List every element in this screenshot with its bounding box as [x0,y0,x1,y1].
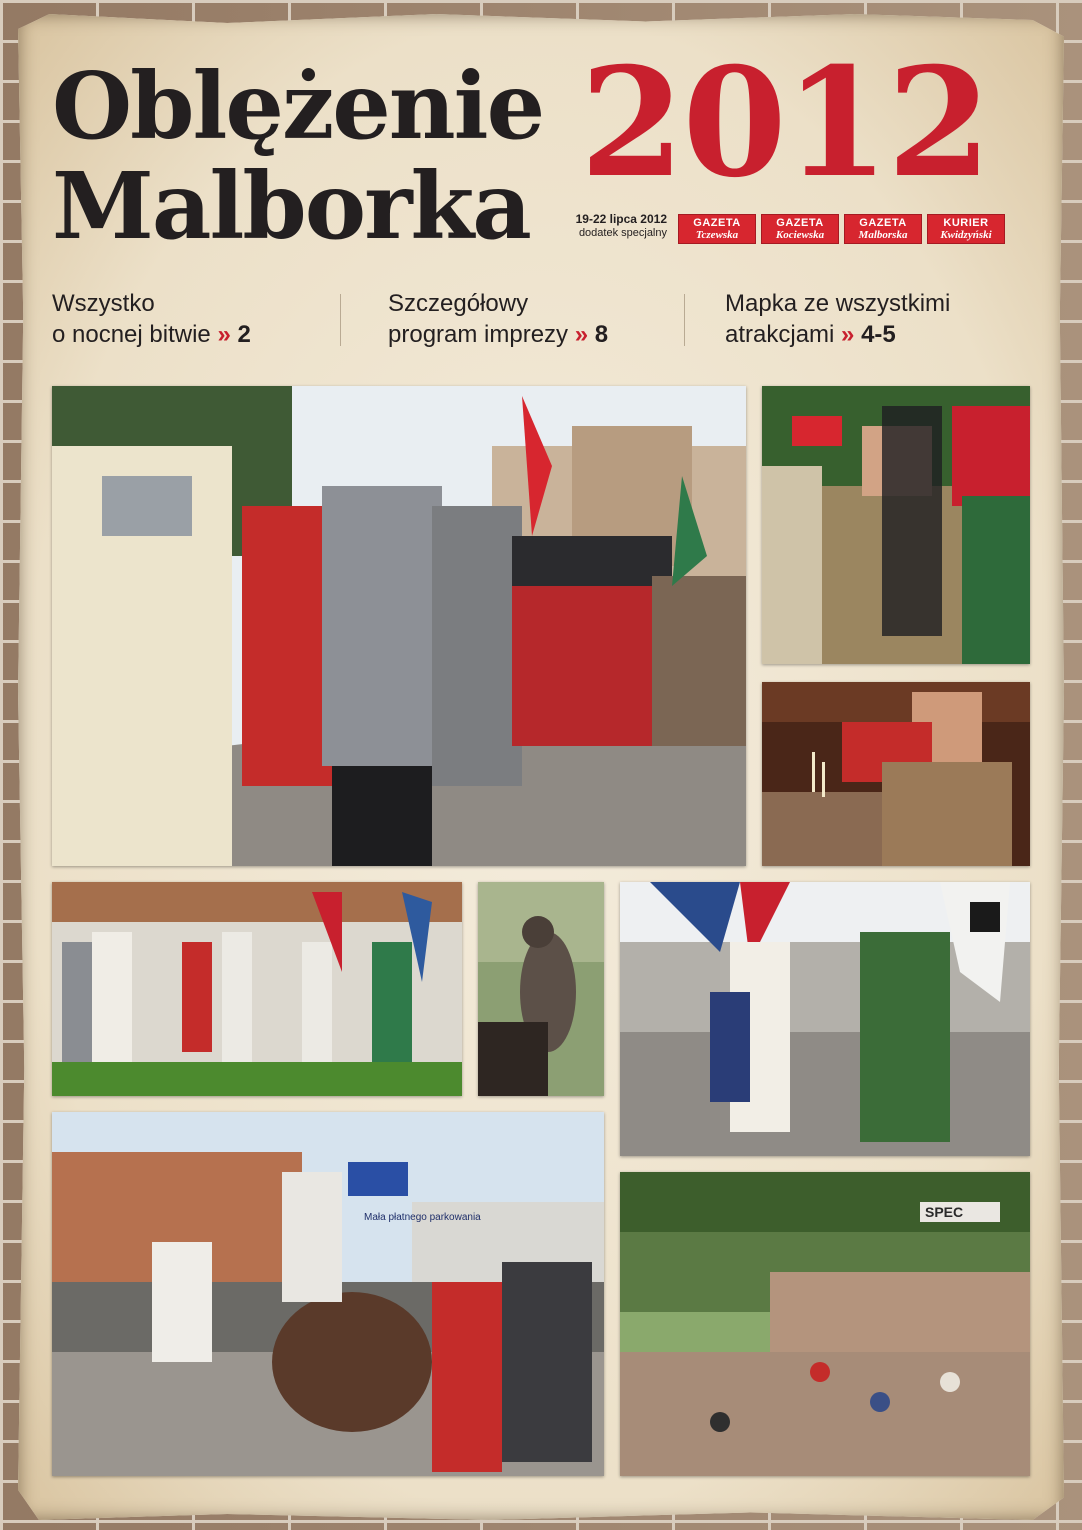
parking-sign-text: Mała płatnego parkowania [364,1212,481,1223]
issue-note: dodatek specjalny [578,227,667,239]
teaser-night-battle[interactable]: Wszystko o nocnej bitwie » 2 [52,290,251,348]
logo-gazeta-malborska: GAZETA Malborska [844,214,922,244]
title-year: 2012 [580,35,990,211]
newspaper-logos [678,214,1005,244]
title-line-2: Malborka [52,152,530,260]
page-reference: » 4-5 [841,321,896,348]
photo-crowd-audience [620,1172,1030,1476]
page-reference: » 2 [217,321,251,348]
photo-knights-on-horses [52,1112,604,1476]
photo-falcon [478,882,604,1096]
page-reference: » 8 [574,321,609,348]
page-title [52,52,544,260]
photo-knights-procession [52,386,746,866]
logo-kurier-kwidzynski: KURIER Kwidzyński [927,214,1005,244]
photo-medieval-nobles [762,386,1030,664]
title-line-1: Oblężenie [52,52,544,160]
banner-text: SPEC [925,1204,964,1220]
photo-flag-parade [620,882,1030,1156]
photo-candle-maker [762,682,1030,866]
teaser-map[interactable]: Mapka ze wszystkimi atrakcjami » 4-5 [725,290,951,348]
issue-info [563,212,667,240]
divider [340,294,341,346]
photo-knights-lineup [52,882,462,1096]
logo-gazeta-tczewska: GAZETA Tczewska [678,214,756,244]
teaser-program[interactable]: Szczegółowy program imprezy » 8 [388,290,609,348]
logo-gazeta-kociewska: GAZETA Kociewska [761,214,839,244]
issue-dates: 19-22 lipca 2012 [575,212,667,226]
teasers [52,288,992,352]
divider [684,294,685,346]
